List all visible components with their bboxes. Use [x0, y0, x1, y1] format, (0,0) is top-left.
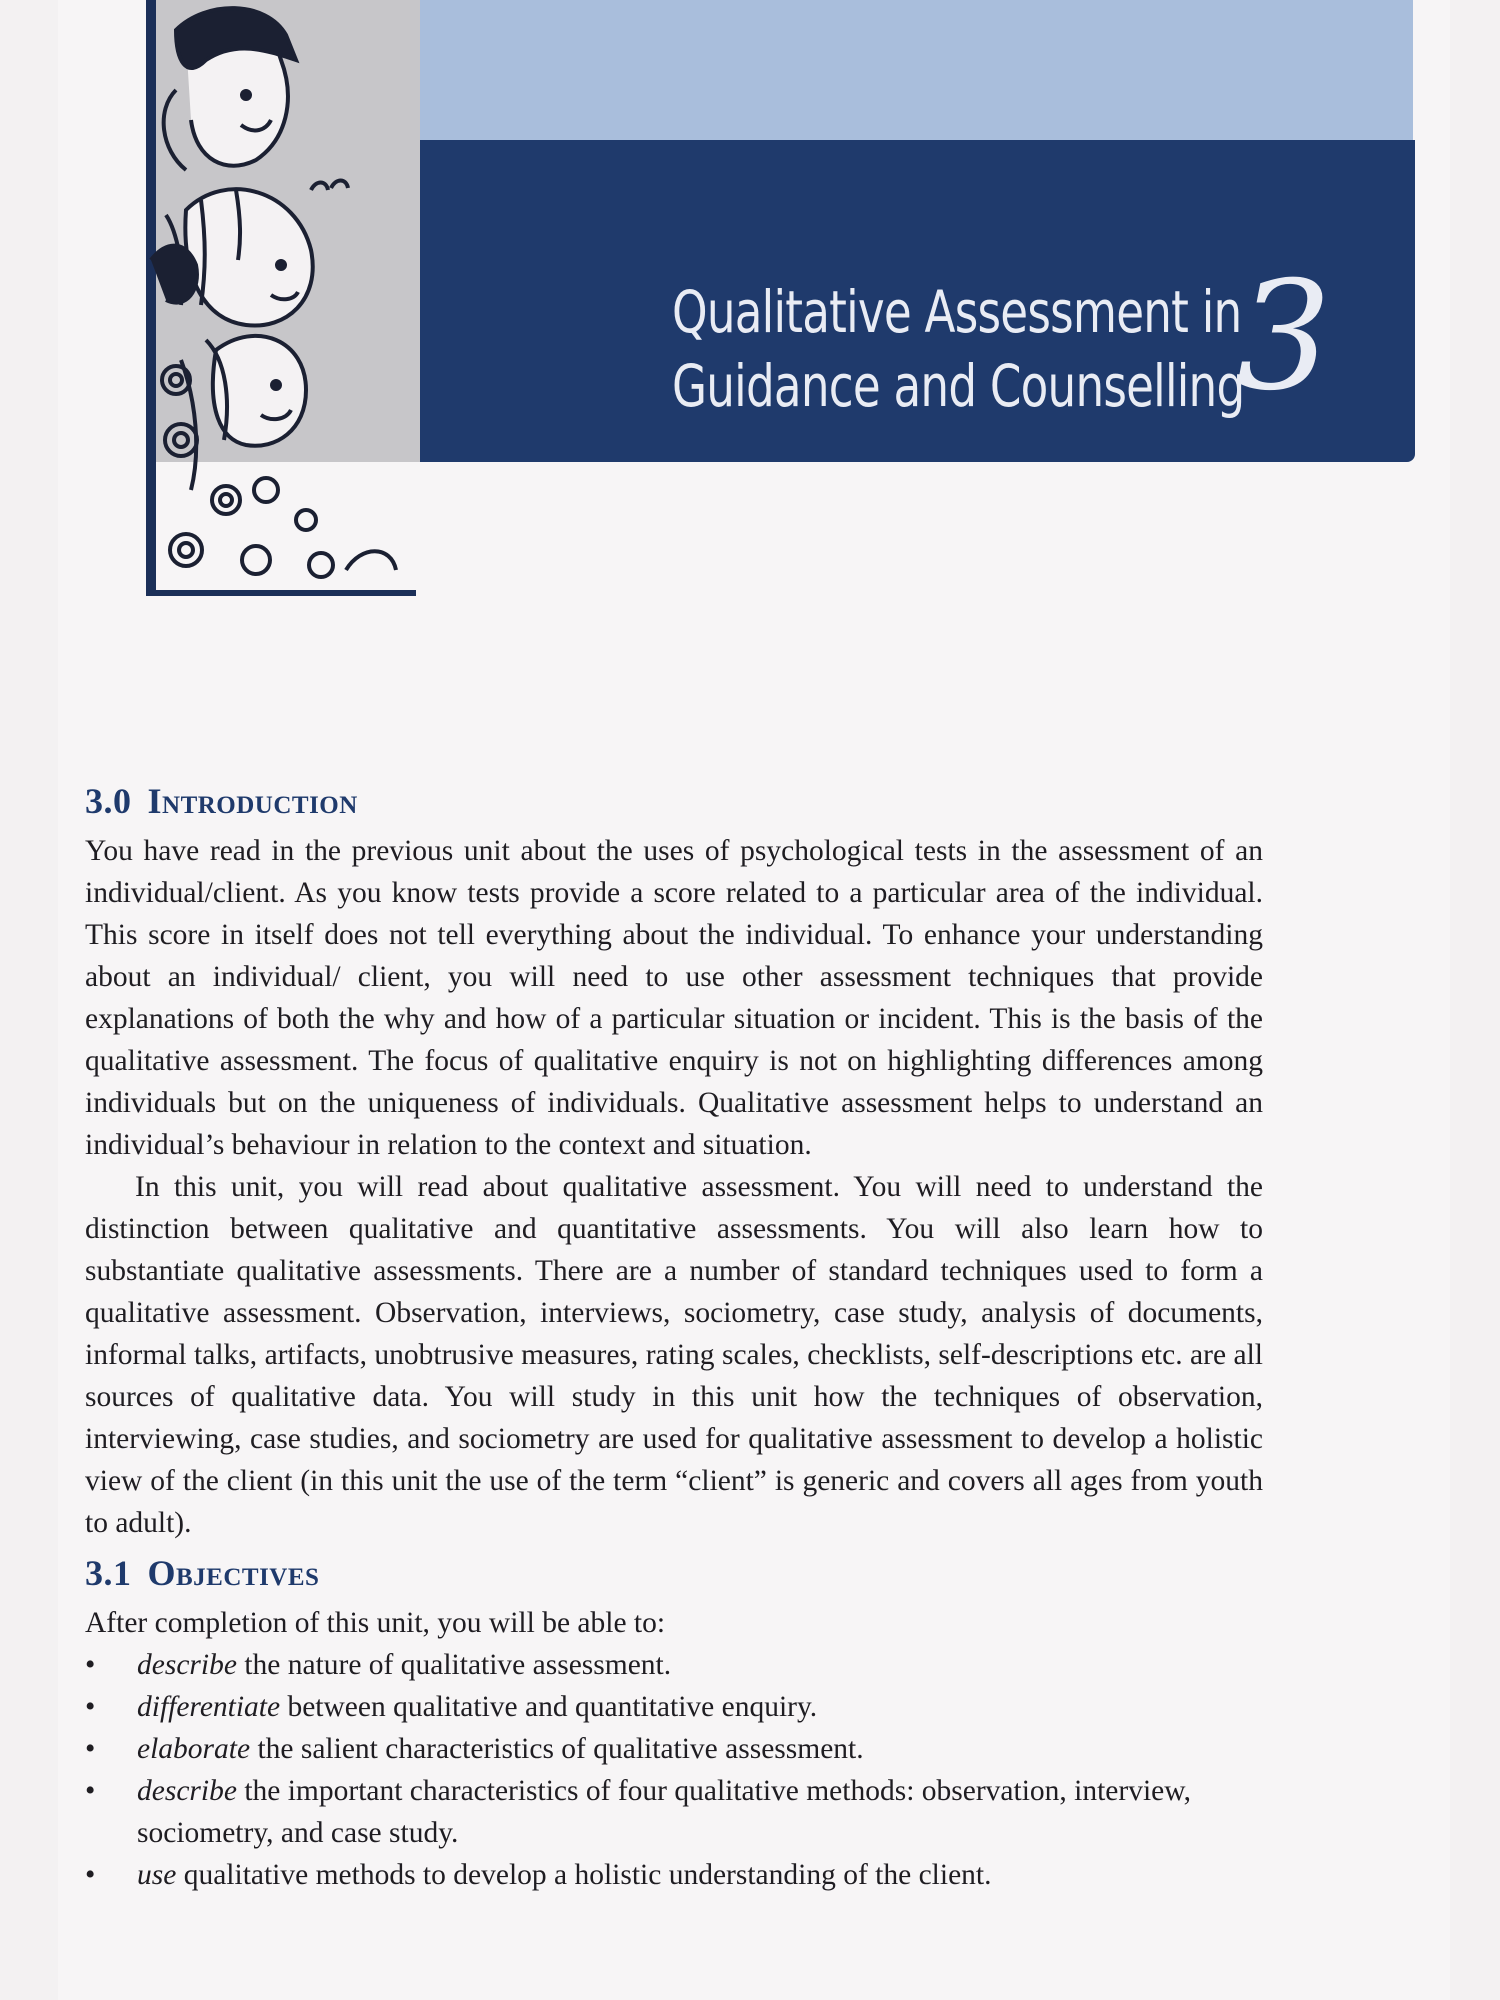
objective-verb: describe [137, 1775, 237, 1807]
objectives-list [85, 1644, 1263, 1896]
objective-text: the important characteristics of four qualitative methods: observation, interview, sociometry, and case study. [137, 1775, 1192, 1849]
introduction-heading [85, 780, 1263, 822]
objective-text: the salient characteristics of qualitative assessment. [250, 1733, 864, 1765]
section-number: 3.1 [85, 1553, 132, 1593]
chapter-number: 3 [1236, 250, 1332, 424]
introduction-paragraph-2: In this unit, you will read about qualitative assessment. You will need to understand the distinction between qualitative and quantitative assessments. You will also learn how to substantiate qualitative assessments. There are a number of standard techniques used to form a qualitative assessment. Observation, interviews, sociometry, case study, analysis of documents, informal talks, artifacts, unobtrusive measures, rating scales, checklists, self-descriptions etc. are all sources of qualitative data. You will study in this unit how the techniques of observation, interviewing, case studies, and sociometry are used for qualitative assessment to develop a holistic view of the client (in this unit the use of the term “client” is generic and covers all ages from youth to adult). [85, 1171, 1263, 1539]
objectives-heading [85, 1552, 1263, 1594]
bullet-icon: • [85, 1775, 96, 1807]
children-illustration [146, 0, 418, 596]
section-number: 3.0 [85, 781, 132, 821]
list-item [85, 1644, 1263, 1686]
bullet-icon: • [85, 1691, 96, 1723]
bullet-icon: • [85, 1859, 96, 1891]
child-face-1-icon [164, 8, 296, 170]
list-item [85, 1728, 1263, 1770]
objective-verb: elaborate [137, 1733, 251, 1765]
bullet-icon: • [85, 1733, 96, 1765]
introduction-paragraph-1: You have read in the previous unit about the uses of psychological tests in the assessment of an individual/client. As you know tests provide a score related to a particular area of the individual. This score in itself does not tell everything about the individual. To enhance your understanding about an individual/ client, you will need to use other assessment techniques that provide explanations of both the why and how of a particular situation or incident. This is the basis of the qualitative assessment. The focus of qualitative enquiry is not on highlighting differences among individuals but on the uniqueness of individuals. Qualitative assessment helps to understand an individual’s behaviour in relation to the context and situation. [85, 835, 1263, 1161]
objective-text: the nature of qualitative assessment. [236, 1649, 672, 1681]
section-title: Introduction [147, 781, 358, 821]
list-item [85, 1854, 1263, 1896]
chapter-title-line-1: Qualitative Assessment in [672, 278, 1242, 346]
chapter-body [85, 780, 1263, 1896]
child-face-3-icon [181, 336, 306, 490]
objective-verb: differentiate [137, 1691, 281, 1723]
bullet-icon: • [85, 1649, 96, 1681]
objective-text: qualitative methods to develop a holistic understanding of the client. [176, 1859, 992, 1891]
list-item [85, 1686, 1263, 1728]
child-face-2-icon [151, 189, 313, 325]
list-item [85, 1770, 1263, 1854]
chapter-title-line-2: Guidance and Counselling [672, 352, 1245, 420]
objective-verb: use [137, 1859, 177, 1891]
chapter-title [672, 275, 1245, 423]
objective-verb: describe [137, 1649, 237, 1681]
objectives-lead: After completion of this unit, you will be able to: [85, 1607, 666, 1639]
objective-text: between qualitative and quantitative enquiry. [280, 1691, 818, 1723]
section-title: Objectives [147, 1553, 320, 1593]
